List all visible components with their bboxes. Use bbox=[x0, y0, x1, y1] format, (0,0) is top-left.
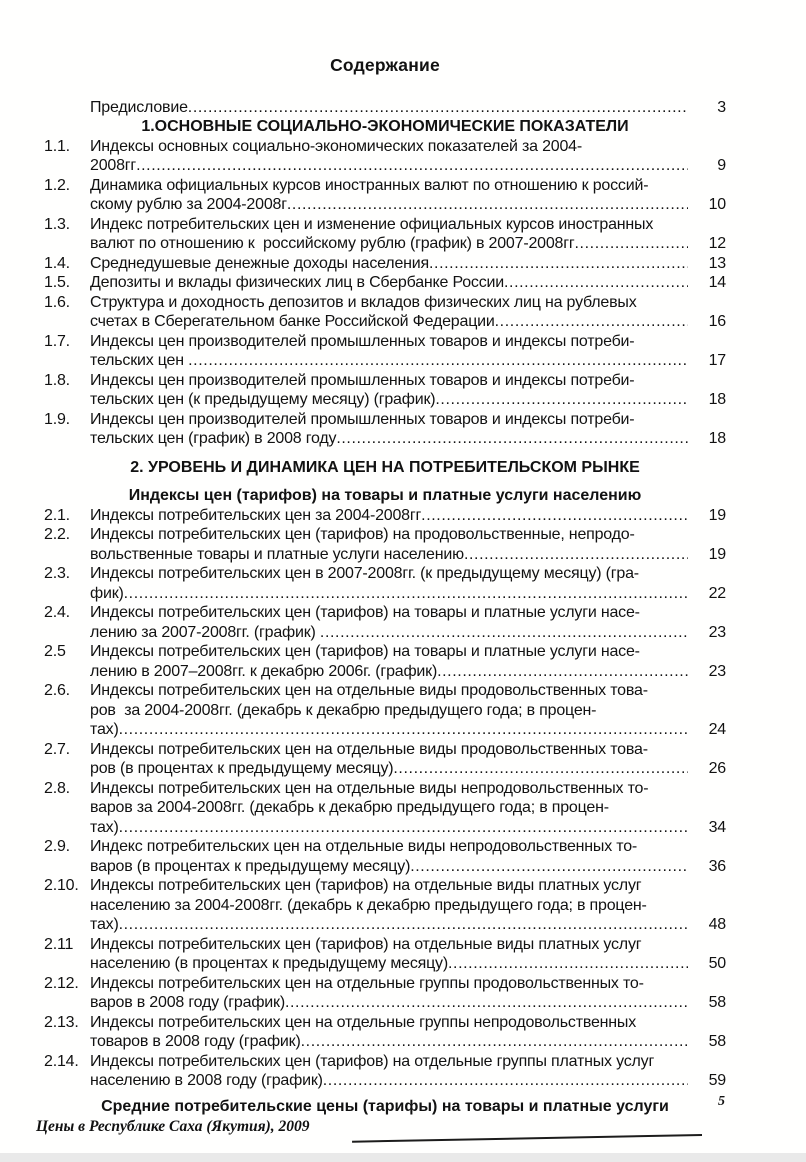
toc-entry bbox=[44, 876, 726, 935]
toc-entry-line: скому рублю за 2004-2008г bbox=[90, 196, 287, 213]
toc-entry-text bbox=[90, 371, 688, 410]
toc-entry-lastline bbox=[90, 720, 688, 740]
toc-entry-number: 2.10. bbox=[44, 877, 79, 894]
toc-entry-number: 1.4. bbox=[44, 254, 70, 272]
toc-entry bbox=[44, 293, 726, 332]
toc-entry-lastline bbox=[90, 915, 688, 935]
toc-entry bbox=[44, 564, 726, 603]
toc-entry-text bbox=[90, 215, 688, 254]
toc-entry-number: 2.3. bbox=[44, 565, 70, 582]
toc-entry-lastline bbox=[90, 1032, 688, 1052]
toc-entry-text bbox=[90, 935, 688, 974]
toc-entry-number: 1.5. bbox=[44, 274, 70, 291]
toc-entry-line: Индексы потребительских цен (тарифов) на товары и платные услуги насе- bbox=[90, 643, 640, 660]
toc-entry-line: Индекс потребительских цен и изменение официальных курсов иностранных bbox=[90, 215, 654, 233]
toc-entry-number: 2.8. bbox=[44, 779, 70, 797]
toc-entry bbox=[44, 935, 726, 974]
toc-entry-text bbox=[90, 603, 688, 642]
toc-entry-lastline bbox=[90, 818, 688, 838]
toc-entry-line: варов за 2004-2008гг. (декабрь к декабрю предыдущего года; в процен- bbox=[90, 799, 609, 816]
dot-leader bbox=[393, 759, 688, 779]
toc-entry bbox=[44, 98, 726, 118]
toc-entry-page: 3 bbox=[717, 98, 726, 116]
toc-entry-line: Индексы цен производителей промышленных товаров и индексы потреби- bbox=[90, 371, 635, 389]
subsection-heading: Индексы цен (тарифов) на товары и платные услуги населению bbox=[128, 487, 642, 504]
dot-leader bbox=[504, 273, 688, 293]
footer-rule bbox=[352, 1134, 702, 1143]
toc-entry-text bbox=[90, 876, 688, 935]
toc-entry-lastline bbox=[90, 506, 688, 526]
toc-entry-number: 2.6. bbox=[44, 682, 70, 699]
table-of-contents bbox=[44, 56, 726, 1116]
dot-leader bbox=[410, 857, 688, 877]
toc-entry-text bbox=[90, 974, 688, 1013]
toc-entry-text bbox=[90, 837, 688, 876]
toc-entry bbox=[44, 410, 726, 449]
dot-leader bbox=[188, 351, 688, 371]
toc-entry-number: 2.11 bbox=[44, 935, 74, 953]
toc-entry-line: варов в 2008 году (график) bbox=[90, 994, 285, 1011]
toc-entry-text bbox=[90, 332, 688, 371]
toc-entry-lastline bbox=[90, 623, 688, 643]
toc-entry-line: ров (в процентах к предыдущему месяцу) bbox=[90, 760, 394, 777]
toc-entry-page: 23 bbox=[708, 623, 726, 641]
toc-entry-lastline bbox=[90, 662, 688, 682]
toc-entry bbox=[44, 740, 726, 779]
toc-entry-text bbox=[90, 293, 688, 332]
footer-book-title: Цены в Республике Саха (Якутия), 2009 bbox=[36, 1118, 310, 1135]
toc-entry-lastline bbox=[90, 954, 688, 974]
toc-entry-line: вольственные товары и платные услуги населению bbox=[90, 545, 464, 563]
toc-entry-lastline bbox=[90, 234, 688, 254]
toc-entry-page: 26 bbox=[708, 760, 726, 777]
toc-entry-line: Индексы потребительских цен (тарифов) на товары и платные услуги насе- bbox=[90, 604, 640, 621]
toc-entry-page: 23 bbox=[708, 662, 726, 680]
toc-entry-line: ров за 2004-2008гг. (декабрь к декабрю предыдущего года; в процен- bbox=[90, 701, 597, 719]
toc-entry-line: населению (в процентах к предыдущему месяцу) bbox=[90, 955, 448, 972]
toc-entry bbox=[44, 974, 726, 1013]
toc-entry-line: 2008гг bbox=[90, 157, 137, 174]
section-heading: 1.ОСНОВНЫЕ СОЦИАЛЬНО-ЭКОНОМИЧЕСКИЕ ПОКАЗАТЕЛИ bbox=[141, 118, 629, 135]
toc-entry-page: 24 bbox=[708, 721, 726, 738]
toc-entry-line: тах) bbox=[90, 916, 119, 933]
page-title: Содержание bbox=[330, 55, 440, 75]
toc-entry-text bbox=[90, 1013, 688, 1052]
toc-entry-number: 1.3. bbox=[44, 215, 70, 233]
toc-entry-line: валют по отношению к российскому рублю (график) в 2007-2008гг bbox=[90, 235, 575, 252]
toc-entry-line: лению в 2007–2008гг. к декабрю 2006г. (график) bbox=[90, 662, 438, 680]
dot-leader bbox=[119, 818, 688, 838]
toc-entry-line: товаров в 2008 году (график) bbox=[90, 1033, 301, 1050]
toc-entry-number: 1.8. bbox=[44, 371, 70, 389]
toc-entry-number: 1.6. bbox=[44, 293, 70, 311]
dot-leader bbox=[437, 662, 688, 682]
toc-entry-number: 2.7. bbox=[44, 740, 70, 758]
toc-entry-text bbox=[90, 642, 688, 681]
toc-entry-page: 12 bbox=[708, 235, 726, 252]
toc-entry-line: Индексы потребительских цен на отдельные виды продовольственных това- bbox=[90, 682, 648, 699]
footer-page-number: 5 bbox=[718, 1094, 725, 1109]
dot-leader bbox=[575, 234, 688, 254]
toc-entry-line: Депозиты и вклады физических лиц в Сбербанке России bbox=[90, 274, 504, 291]
toc-entry-line: Индексы потребительских цен в 2007-2008гг. (к предыдущему месяцу) (гра- bbox=[90, 565, 639, 582]
toc-entry-lastline bbox=[90, 390, 688, 410]
toc-entry-line: тельских цен (к предыдущему месяцу) (график) bbox=[90, 391, 436, 408]
toc-entry-page: 19 bbox=[708, 545, 726, 563]
toc-entry-page: 22 bbox=[708, 584, 726, 602]
toc-entry-line: Структура и доходность депозитов и вкладов физических лиц на рублевых bbox=[90, 293, 637, 311]
toc-entry-page: 58 bbox=[708, 994, 726, 1011]
toc-entry-lastline bbox=[90, 156, 688, 176]
toc-entry-line: Индексы потребительских цен (тарифов) на отдельные группы платных услуг bbox=[90, 1052, 655, 1070]
toc-entry-lastline bbox=[90, 429, 688, 449]
toc-entry bbox=[44, 681, 726, 740]
toc-entry-number: 1.1. bbox=[44, 137, 70, 155]
scan-edge-artifact bbox=[0, 1153, 806, 1162]
toc-entry-line: Индексы потребительских цен (тарифов) на продовольственные, непродо- bbox=[90, 526, 635, 543]
toc-entry-page: 59 bbox=[708, 1072, 726, 1089]
toc-entry-lastline bbox=[90, 584, 688, 604]
dot-leader bbox=[435, 390, 688, 410]
toc-entry-text bbox=[90, 176, 688, 215]
toc-entry bbox=[44, 779, 726, 838]
toc-entry bbox=[44, 332, 726, 371]
toc-entry-line: Индексы потребительских цен (тарифов) на отдельные виды платных услуг bbox=[90, 877, 642, 894]
toc-entry-lastline bbox=[90, 254, 688, 274]
toc-entry-text bbox=[90, 1052, 688, 1091]
toc-entry-text bbox=[90, 254, 688, 274]
toc-entry-number: 2.14. bbox=[44, 1052, 79, 1070]
toc-entry-text bbox=[90, 681, 688, 740]
toc-entry-line: Индекс потребительских цен на отдельные виды непродовольственных то- bbox=[90, 838, 638, 855]
toc-entry-lastline bbox=[90, 98, 688, 118]
toc-entry-lastline bbox=[90, 857, 688, 877]
dot-leader bbox=[188, 98, 688, 118]
toc-entry-page: 48 bbox=[708, 916, 726, 933]
toc-entry-number: 2.9. bbox=[44, 838, 70, 855]
toc-entry-line: Индексы потребительских цен (тарифов) на отдельные виды платных услуг bbox=[90, 935, 642, 953]
toc-entry-line: тах) bbox=[90, 818, 119, 836]
toc-entry-lastline bbox=[90, 351, 688, 371]
toc-entry-lastline bbox=[90, 312, 688, 332]
toc-entry bbox=[44, 176, 726, 215]
toc-entry-lastline bbox=[90, 273, 688, 293]
toc-entry-line: счетах в Сберегательном банке Российской Федерации bbox=[90, 313, 495, 330]
toc-list bbox=[44, 98, 726, 1117]
dot-leader bbox=[119, 915, 688, 935]
toc-entry-line: Индексы цен производителей промышленных товаров и индексы потреби- bbox=[90, 410, 635, 428]
toc-entry-page: 10 bbox=[708, 196, 726, 213]
toc-entry-line: фик) bbox=[90, 584, 124, 602]
toc-entry-lastline bbox=[90, 1071, 688, 1091]
dot-leader bbox=[323, 1071, 688, 1091]
toc-entry bbox=[44, 642, 726, 681]
toc-entry-line: Индексы потребительских цен за 2004-2008гг bbox=[90, 506, 422, 524]
dot-leader bbox=[429, 254, 688, 274]
toc-entry-number: 1.9. bbox=[44, 410, 70, 428]
toc-entry bbox=[44, 137, 726, 176]
toc-entry-page: 9 bbox=[717, 157, 726, 174]
dot-leader bbox=[285, 993, 688, 1013]
toc-entry-text bbox=[90, 273, 688, 293]
toc-entry-text bbox=[90, 98, 688, 118]
toc-entry bbox=[44, 1013, 726, 1052]
toc-entry-number: 1.7. bbox=[44, 332, 70, 350]
toc-entry-line: Предисловие bbox=[90, 98, 188, 116]
dot-leader bbox=[448, 954, 688, 974]
toc-entry-number: 2.12. bbox=[44, 974, 79, 992]
dot-leader bbox=[320, 623, 688, 643]
toc-entry-text bbox=[90, 564, 688, 603]
toc-entry-text bbox=[90, 506, 688, 526]
section-heading: 2. УРОВЕНЬ И ДИНАМИКА ЦЕН НА ПОТРЕБИТЕЛЬСКОМ РЫНКЕ bbox=[130, 458, 640, 476]
toc-entry-text bbox=[90, 779, 688, 838]
toc-entry-text bbox=[90, 525, 688, 564]
toc-entry-line: тельских цен bbox=[90, 352, 189, 369]
toc-entry-lastline bbox=[90, 195, 688, 215]
dot-leader bbox=[124, 584, 688, 604]
toc-entry-number: 1.2. bbox=[44, 176, 70, 194]
toc-entry-line: населению за 2004-2008гг. (декабрь к декабрю предыдущего года; в процен- bbox=[90, 896, 647, 914]
toc-entry-line: тах) bbox=[90, 721, 119, 738]
toc-entry-number: 2.5 bbox=[44, 643, 66, 660]
dot-leader bbox=[495, 312, 688, 332]
toc-entry bbox=[44, 525, 726, 564]
toc-entry-line: населению в 2008 году (график) bbox=[90, 1072, 323, 1089]
toc-entry-page: 19 bbox=[708, 506, 726, 524]
toc-entry-page: 50 bbox=[708, 955, 726, 972]
toc-entry-line: Индексы основных социально-экономических показателей за 2004- bbox=[90, 137, 583, 155]
toc-entry-text bbox=[90, 410, 688, 449]
dot-leader bbox=[336, 429, 688, 449]
toc-entry bbox=[44, 273, 726, 293]
toc-entry-page: 16 bbox=[708, 313, 726, 330]
toc-entry-number: 2.1. bbox=[44, 506, 70, 524]
subsection-heading: Средние потребительские цены (тарифы) на товары и платные услуги bbox=[101, 1097, 669, 1115]
dot-leader bbox=[421, 506, 688, 526]
toc-entry-page: 14 bbox=[708, 274, 726, 291]
toc-entry bbox=[44, 837, 726, 876]
toc-entry-page: 18 bbox=[708, 430, 726, 447]
toc-entry bbox=[44, 603, 726, 642]
dot-leader bbox=[287, 195, 688, 215]
toc-entry-line: Индексы потребительских цен на отдельные виды непродовольственных то- bbox=[90, 779, 649, 797]
toc-entry bbox=[44, 215, 726, 254]
toc-entry-line: лению за 2007-2008гг. (график) bbox=[90, 623, 320, 641]
toc-entry-lastline bbox=[90, 759, 688, 779]
toc-entry-page: 13 bbox=[708, 254, 726, 272]
toc-entry bbox=[44, 1052, 726, 1091]
toc-entry-page: 58 bbox=[708, 1033, 726, 1050]
toc-entry-page: 36 bbox=[708, 857, 726, 875]
toc-entry-number: 2.2. bbox=[44, 526, 70, 543]
toc-entry-line: Среднедушевые денежные доходы населения bbox=[90, 254, 429, 272]
toc-entry-text bbox=[90, 740, 688, 779]
dot-leader bbox=[464, 545, 688, 565]
toc-entry-line: Индексы потребительских цен на отдельные виды продовольственных това- bbox=[90, 740, 648, 758]
dot-leader bbox=[301, 1032, 688, 1052]
toc-entry-line: Индексы цен производителей промышленных товаров и индексы потреби- bbox=[90, 332, 635, 350]
toc-entry-line: Индексы потребительских цен на отдельные группы продовольственных то- bbox=[90, 974, 644, 992]
toc-entry-number: 2.4. bbox=[44, 604, 70, 621]
toc-entry-page: 17 bbox=[708, 352, 726, 369]
toc-entry-number: 2.13. bbox=[44, 1013, 79, 1031]
dot-leader bbox=[136, 156, 688, 176]
toc-entry-lastline bbox=[90, 993, 688, 1013]
toc-entry bbox=[44, 506, 726, 526]
toc-entry-page: 34 bbox=[708, 818, 726, 836]
toc-entry-line: тельских цен (график) в 2008 году bbox=[90, 430, 337, 447]
toc-entry bbox=[44, 371, 726, 410]
toc-entry-line: Индексы потребительских цен на отдельные группы непродовольственных bbox=[90, 1013, 637, 1031]
toc-entry-text bbox=[90, 137, 688, 176]
toc-entry-lastline bbox=[90, 545, 688, 565]
toc-entry-page: 18 bbox=[708, 391, 726, 408]
toc-entry bbox=[44, 254, 726, 274]
toc-entry-line: Динамика официальных курсов иностранных валют по отношению к россий- bbox=[90, 176, 649, 194]
dot-leader bbox=[119, 720, 688, 740]
toc-entry-line: варов (в процентах к предыдущему месяцу) bbox=[90, 857, 411, 875]
